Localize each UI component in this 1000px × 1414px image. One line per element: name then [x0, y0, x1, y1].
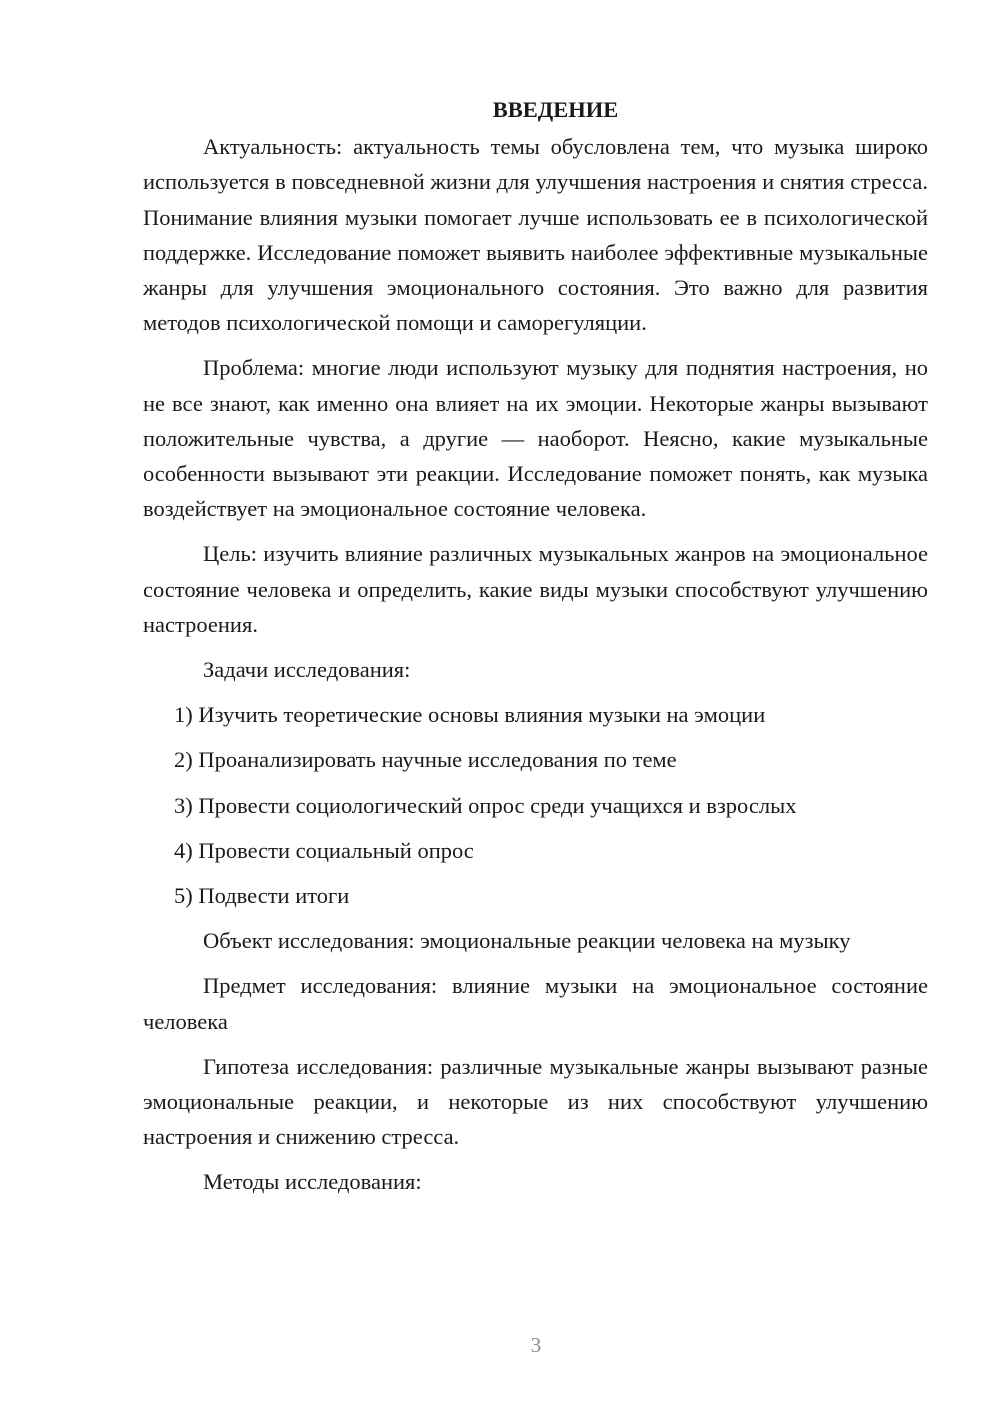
- task-item-5: 5) Подвести итоги: [174, 883, 350, 909]
- goal-paragraph: Цель: изучить влияние различных музыкальных жанров на эмоциональное состояние человека и определить, какие виды музыки способствуют улучшению настроения.: [143, 541, 928, 637]
- task-item-2: 2) Проанализировать научные исследования по теме: [174, 747, 677, 773]
- methods-heading: Методы исследования:: [203, 1169, 422, 1195]
- hypothesis-paragraph: Гипотеза исследования: различные музыкальные жанры вызывают разные эмоциональные реакции, и некоторые из них способствуют улучшению настроения и снижению стресса.: [143, 1053, 928, 1150]
- task-item-3: 3) Провести социологический опрос среди учащихся и взрослых: [174, 792, 797, 818]
- section-title: ВВЕДЕНИЕ: [492, 97, 619, 122]
- tasks-heading: Задачи исследования:: [203, 657, 411, 683]
- subject-paragraph: Предмет исследования: влияние музыки на эмоциональное состояние человека: [143, 973, 928, 1034]
- tasks-list: [143, 697, 928, 913]
- page-content: [143, 92, 928, 1210]
- object-paragraph: Объект исследования: эмоциональные реакции человека на музыку: [203, 928, 851, 954]
- problem-paragraph: Проблема: многие люди используют музыку для поднятия настроения, но не все знают, как именно она влияет на их эмоции. Некоторые жанры вызывают положительные чувства, а другие — наоборот. Неясно, какие музыкальные особенности вызывают эти реакции. Исследование поможет понять, как музыка воздействует на эмоциональное состояние человека.: [143, 355, 928, 522]
- task-item-1: 1) Изучить теоретические основы влияния музыки на эмоции: [174, 702, 766, 728]
- page-number: 3: [530, 1333, 542, 1357]
- relevance-paragraph: Актуальность: актуальность темы обусловлена тем, что музыка широко используется в повседневной жизни для улучшения настроения и снятия стресса. Понимание влияния музыки помогает лучше использовать ее в психологической поддержке. Исследование поможет выявить наиболее эффективные музыкальные жанры для улучшения эмоционального состояния. Это важно для развития методов психологической помощи и саморегуляции.: [143, 134, 928, 336]
- task-item-4: 4) Провести социальный опрос: [174, 837, 474, 863]
